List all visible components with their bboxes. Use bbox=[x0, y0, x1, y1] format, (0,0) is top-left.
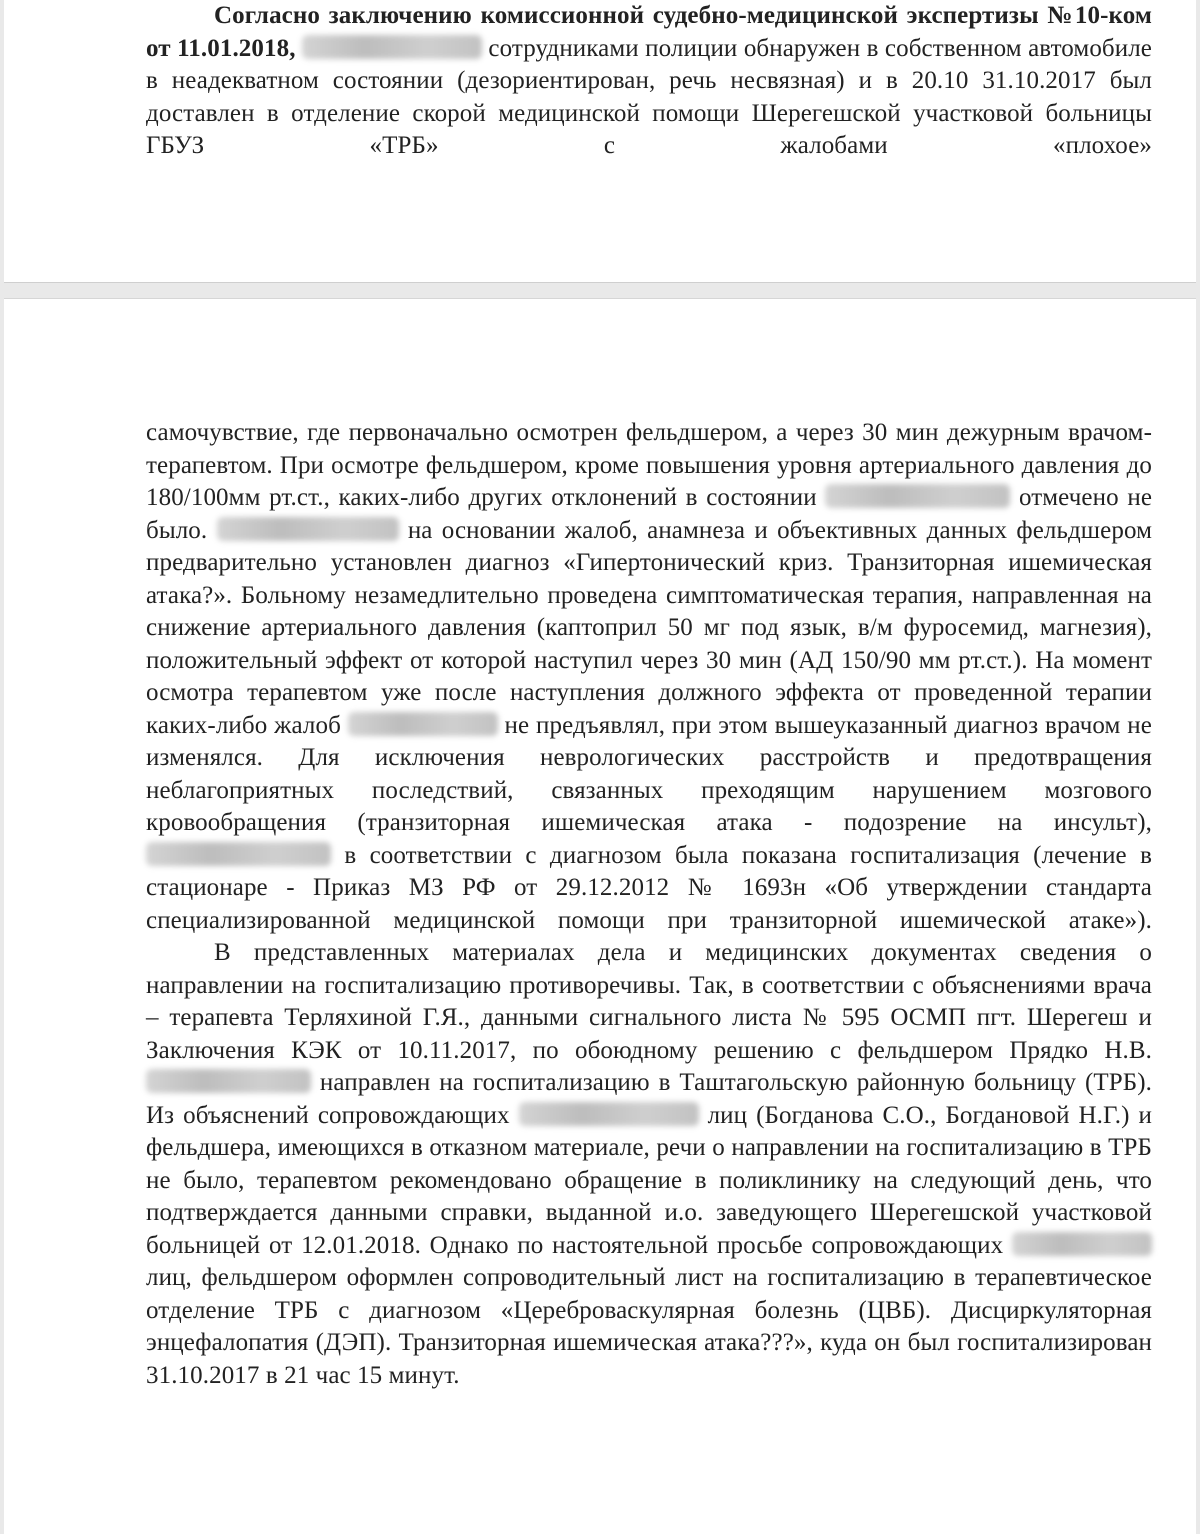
document-page-top bbox=[4, 0, 1196, 283]
text-segment: на основании жалоб, анамнеза и объективных данных фельдшером предварительно установлен диагноз «Гипертонический криз. Транзиторная ишемическая атака?». Больному незамедлительно проведена симптоматическая терапия, направленная на снижение артериального давления (каптоприл 50 мг под язык, в/м фуросемид, магнезия), положительный эффект от которой наступил через 30 мин (АД 150/90 мм рт.ст.). На момент осмотра терапевтом уже после наступления должного эффекта от проведенной терапии каких-либо жалоб bbox=[146, 516, 1153, 739]
text-segment: направлен на госпитализацию в Таштагольскую районную больницу (ТРБ). Из объяснений сопровождающих bbox=[146, 1069, 1152, 1129]
page-text-block bbox=[146, 417, 1152, 1392]
text-segment: лиц (Богданова С.О., Богдановой Н.Г.) и фельдшера, имеющихся в отказном материале, речи о направлении на госпитализацию в ТРБ не было, терапевтом рекомендовано обращение в поликлинику на следующий день, что подтверждается данными справки, выданной и.о. заведующего Шерегешской участковой больницей от 12.01.2018. Однако по настоятельной просьбе сопровождающих bbox=[146, 1101, 1153, 1259]
paragraph-hospitalization bbox=[146, 937, 1152, 1392]
text-segment: сотрудниками полиции обнаружен в собственном автомобиле в неадекватном состоянии (дезориентирован, речь несвязная) и в 20.10 31.10.2017 был доставлен в отделение скорой медицинской помощи Шерегешской участковой больницы ГБУЗ «ТРБ» с жалобами «плохое» bbox=[146, 34, 1153, 159]
text-segment: В представленных материалах дела и медицинских документах сведения о направлении на госпитализацию противоречивы. Так, в соответствии с объяснениями врача – терапевта Терляхиной Г.Я., данными сигнального листа № 595 ОСМП пгт. Шерегеш и Заключения КЭК от 10.11.2017, по обоюдному решению с фельдшером Прядко Н.В. bbox=[146, 939, 1152, 1064]
text-segment: лиц, фельдшером оформлен сопроводительный лист на госпитализацию в терапевтическое отделение ТРБ с диагнозом «Цереброваскулярная болезнь (ЦВБ). Дисциркуляторная энцефалопатия (ДЭП). Транзиторная ишемическая атака???», куда он был госпитализирован 31.10.2017 в 21 час 15 минут. bbox=[146, 1264, 1152, 1389]
redacted-name bbox=[302, 35, 482, 59]
expertise-reference: Согласно заключению комиссионной судебно-медицинской экспертизы №10-ком от 11.01.2018 bbox=[146, 2, 1152, 62]
text-segment: в соответствии с диагнозом была показана госпитализация (лечение в стационаре - Приказ МЗ РФ от 29.12.2012 № 1693н «Об утверждении стандарта специализированной медицинской помощи при транзиторной ишемической атаке»). bbox=[146, 841, 1152, 934]
redacted-name bbox=[146, 842, 331, 866]
redacted-name bbox=[519, 1102, 699, 1126]
redacted-name bbox=[1012, 1232, 1152, 1256]
comma: , bbox=[289, 34, 296, 62]
redacted-name bbox=[348, 712, 498, 736]
redacted-name bbox=[825, 484, 1010, 508]
document-page-main bbox=[4, 298, 1196, 1534]
page-text-block bbox=[146, 0, 1152, 163]
redacted-name bbox=[146, 1069, 311, 1093]
paragraph-examination bbox=[146, 417, 1152, 937]
text-segment: отмечено не было. bbox=[146, 484, 1153, 544]
redacted-name bbox=[217, 517, 399, 541]
text-segment: не предъявлял, при этом вышеуказанный диагноз врачом не изменялся. Для исключения неврологических расстройств и предотвращения неблагоприятных последствий, связанных преходящим нарушением мозгового кровообращения (транзиторная ишемическая атака - подозрение на инсульт), bbox=[146, 711, 1152, 836]
text-segment: самочувствие, где первоначально осмотрен фельдшером, а через 30 мин дежурным врачом-терапевтом. При осмотре фельдшером, кроме повышения уровня артериального давления до 180/100мм рт.ст., каких-либо других отклонений в состоянии bbox=[146, 419, 1152, 511]
paragraph-expertise-conclusion bbox=[146, 0, 1152, 163]
